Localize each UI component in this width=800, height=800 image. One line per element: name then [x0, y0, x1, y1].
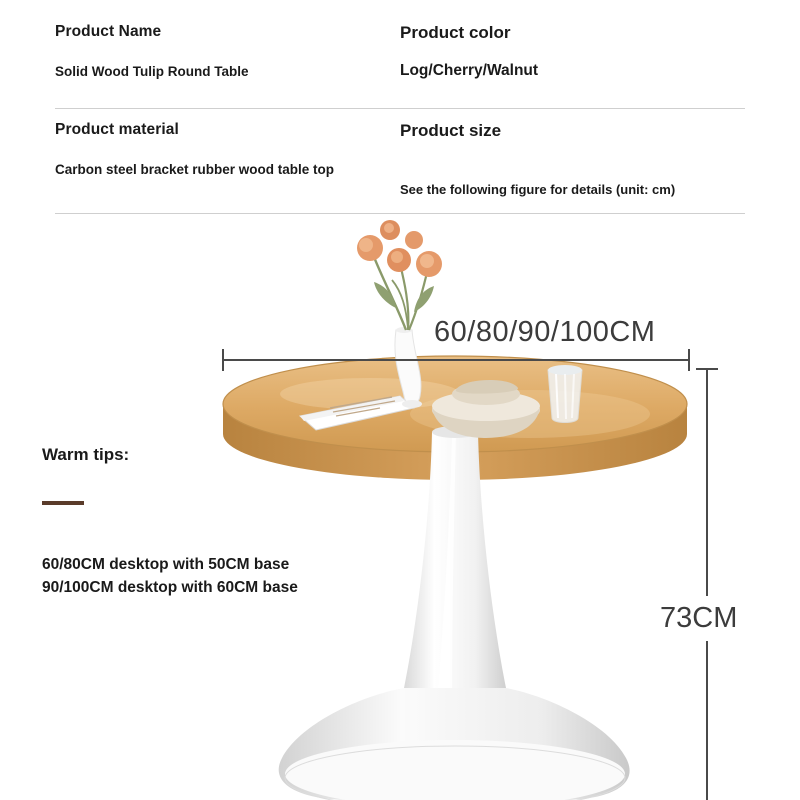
warm-tips-title: Warm tips: — [42, 445, 130, 464]
spec-label-product-material: Product material — [55, 121, 179, 138]
width-dimension-cap-right — [688, 349, 690, 371]
spec-cell-product-size — [400, 120, 745, 199]
divider-top — [55, 108, 745, 109]
spec-cell-product-name — [55, 22, 400, 81]
spec-value-product-size: See the following figure for details (unit: cm) — [400, 182, 676, 197]
height-dimension-label: 73CM — [658, 596, 739, 641]
spec-label-product-name: Product Name — [55, 23, 162, 40]
product-spec-table — [0, 0, 800, 218]
spec-label-product-color: Product color — [400, 23, 511, 42]
product-dimension-figure — [0, 218, 800, 800]
spec-row — [55, 120, 745, 199]
warm-tips-line-2: 90/100CM desktop with 60CM base — [42, 579, 298, 596]
width-dimension-line — [222, 359, 690, 361]
spec-cell-product-material — [55, 120, 400, 199]
spec-value-product-material: Carbon steel bracket rubber wood table top — [55, 162, 335, 177]
spec-value-product-color: Log/Cherry/Walnut — [400, 62, 539, 79]
warm-tips-lines — [42, 553, 372, 599]
height-dimension-line — [706, 368, 708, 800]
width-dimension-label: 60/80/90/100CM — [434, 316, 656, 348]
spec-row — [55, 22, 745, 81]
spec-label-product-size: Product size — [400, 121, 502, 140]
spec-cell-product-color — [400, 22, 745, 81]
warm-tips-line-1: 60/80CM desktop with 50CM base — [42, 556, 290, 573]
spec-value-product-name: Solid Wood Tulip Round Table — [55, 64, 249, 79]
warm-tips-block — [42, 445, 372, 599]
warm-tips-accent-dash — [42, 501, 84, 505]
divider-bottom — [55, 213, 745, 214]
